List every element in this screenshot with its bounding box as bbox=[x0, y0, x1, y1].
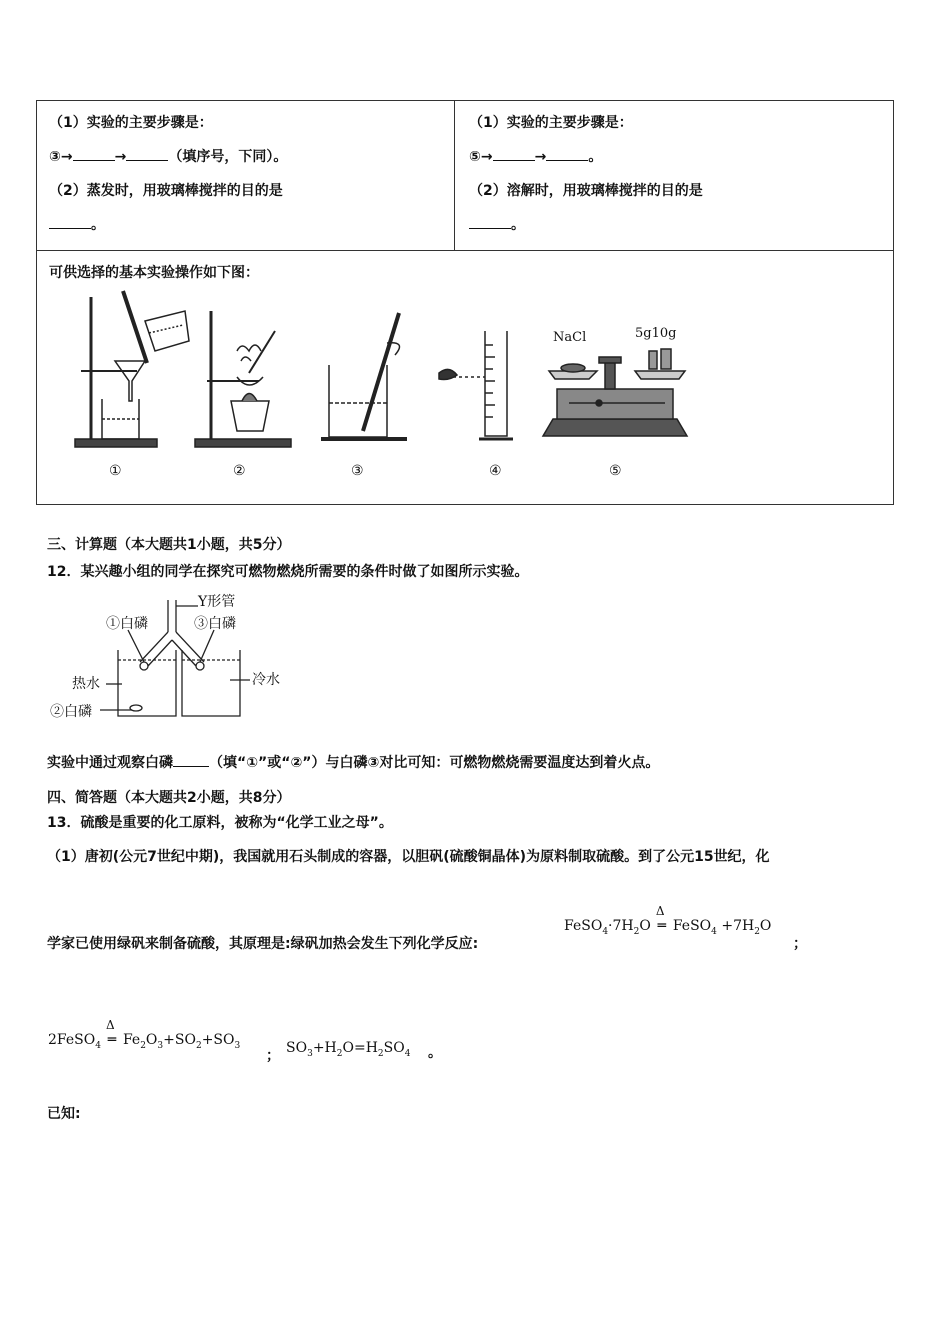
left-purpose-question: （2）蒸发时，用玻璃棒搅拌的目的是 bbox=[49, 183, 283, 199]
question-13: 13．硫酸是重要的化工原料，被称为“化学工业之母”。 bbox=[47, 815, 393, 831]
section-3-heading: 三、计算题（本大题共1小题，共5分） bbox=[47, 537, 291, 553]
eq1-separator: ； bbox=[793, 936, 807, 952]
right-step-heading: （1）实验的主要步骤是： bbox=[469, 115, 633, 131]
op-label-3: ③ bbox=[351, 463, 364, 479]
hot-water-label: 热水 bbox=[72, 676, 100, 692]
answer-blank[interactable] bbox=[173, 754, 209, 767]
op-label-5: ⑤ bbox=[609, 463, 622, 479]
answer-blank[interactable] bbox=[49, 216, 91, 229]
experiment-table bbox=[36, 100, 894, 505]
operations-title: 可供选择的基本实验操作如下图： bbox=[49, 265, 259, 281]
left-step-heading: （1）实验的主要步骤是： bbox=[49, 115, 213, 131]
phosphorus-3-label: ③白磷 bbox=[194, 616, 236, 632]
y-tube-label: Y形管 bbox=[198, 594, 236, 610]
filtration-apparatus bbox=[75, 291, 189, 447]
right-purpose-answer: 。 bbox=[469, 214, 525, 234]
answer-blank[interactable] bbox=[493, 148, 535, 161]
eq3-terminator: 。 bbox=[428, 1045, 442, 1061]
graduated-cylinder bbox=[439, 331, 513, 439]
balance-apparatus bbox=[543, 349, 687, 436]
op-label-4: ④ bbox=[489, 463, 502, 479]
cold-water-label: 冷水 bbox=[252, 672, 280, 688]
equation-3: $SO_3+H_2O=H_2SO_4$ bbox=[286, 1040, 411, 1059]
evaporation-apparatus bbox=[195, 311, 291, 447]
phosphorus-1-label: ①白磷 bbox=[106, 616, 148, 632]
known-label: 已知: bbox=[47, 1106, 81, 1122]
right-step-answer: ⑤→ → 。 bbox=[469, 149, 603, 165]
question-13-part1: （1）唐初(公元7世纪中期)，我国就用石头制成的容器，以胆矾(硫酸铜晶体)为原料制取硫酸。到了公元15世纪，化 bbox=[47, 849, 770, 865]
answer-blank[interactable] bbox=[126, 148, 168, 161]
eq2-separator: ； bbox=[266, 1048, 280, 1064]
answer-blank[interactable] bbox=[546, 148, 588, 161]
table-divider-vertical bbox=[454, 101, 455, 250]
table-divider-horizontal bbox=[37, 250, 893, 251]
right-purpose-question: （2）溶解时，用玻璃棒搅拌的目的是 bbox=[469, 183, 703, 199]
answer-blank[interactable] bbox=[469, 216, 511, 229]
left-step-answer: ③→ → （填序号，下同）。 bbox=[49, 149, 288, 165]
nacl-label: NaCl bbox=[553, 330, 587, 345]
question-12: 12．某兴趣小组的同学在探究可燃物燃烧所需要的条件时做了如图所示实验。 bbox=[47, 564, 529, 580]
weights-label: 5g10g bbox=[635, 326, 677, 341]
dissolving-apparatus bbox=[321, 313, 407, 439]
lab-operations-figure bbox=[37, 281, 893, 496]
op-label-2: ② bbox=[233, 463, 246, 479]
phosphorus-combustion-figure bbox=[48, 590, 308, 725]
op-label-1: ① bbox=[109, 463, 122, 479]
left-purpose-answer: 。 bbox=[49, 214, 105, 234]
equation-2: 2FeSO$_4$ Δ ═ $Fe_2O_3+SO_2+SO_3$ bbox=[48, 1018, 241, 1051]
question-13-part2: 学家已使用绿矾来制备硫酸，其原理是:绿矾加热会发生下列化学反应: bbox=[47, 936, 479, 952]
answer-blank[interactable] bbox=[73, 148, 115, 161]
equation-1: $FeSO_4\cdot 7H_2O$ Δ ═ FeSO$_4$ $+7H_2O$ bbox=[564, 904, 772, 937]
phosphorus-2-label: ②白磷 bbox=[50, 704, 92, 720]
question-12-text: 实验中通过观察白磷 （填“①”或“②”）与白磷③对比可知：可燃物燃烧需要温度达到着火点。 bbox=[47, 755, 660, 771]
section-4-heading: 四、简答题（本大题共2小题，共8分） bbox=[47, 790, 291, 806]
